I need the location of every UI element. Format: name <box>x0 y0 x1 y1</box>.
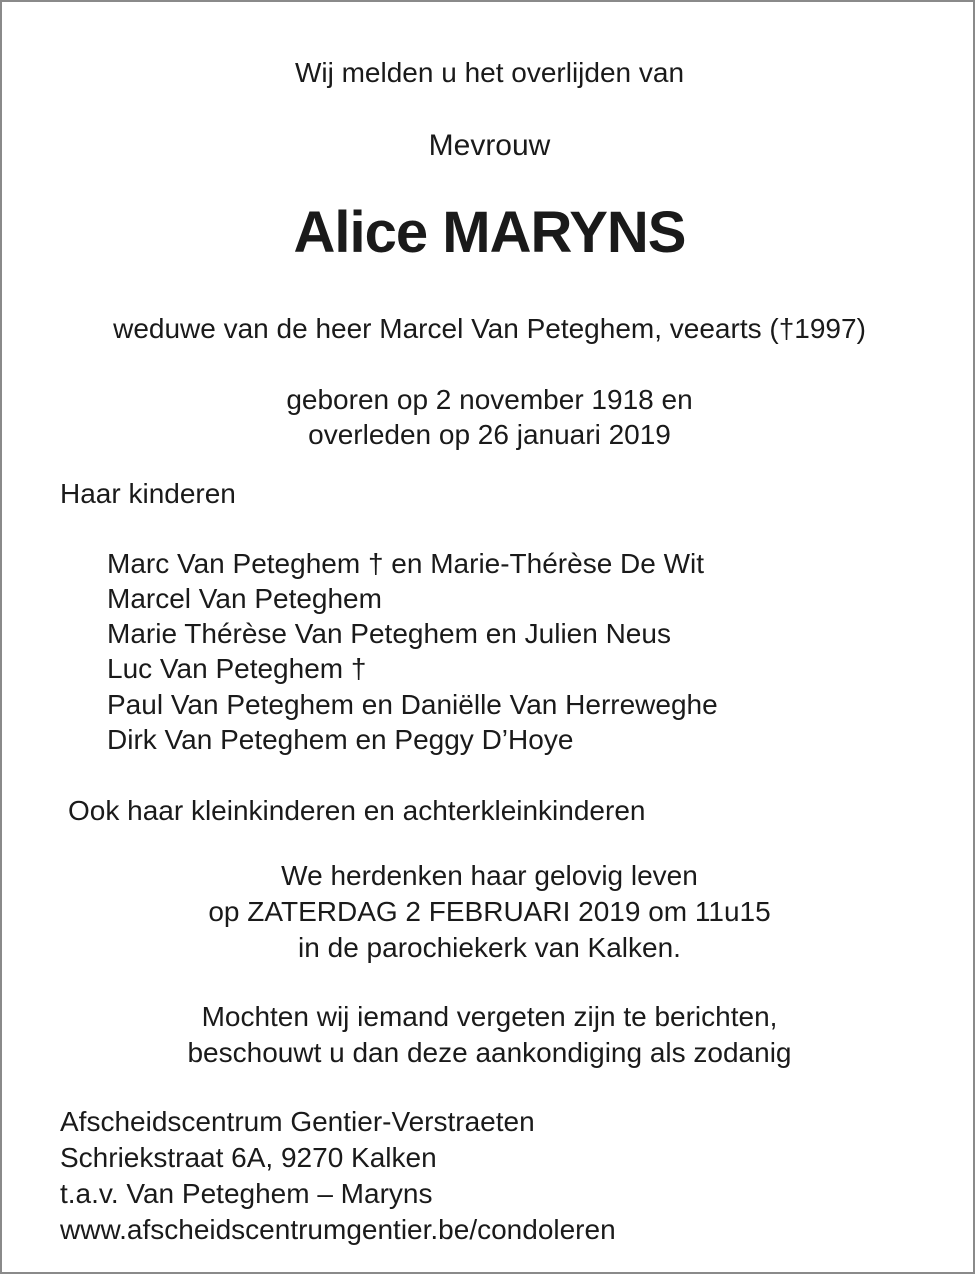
attention-line: t.a.v. Van Peteghem – Maryns <box>60 1178 433 1209</box>
spouse-line: weduwe van de heer Marcel Van Peteghem, veearts (†1997) <box>113 313 866 344</box>
funeral-home-name: Afscheidscentrum Gentier-Verstraeten <box>60 1106 535 1137</box>
intro-line: Wij melden u het overlijden van <box>294 57 685 88</box>
condolence-website: www.afscheidscentrumgentier.be/condoleren <box>60 1214 616 1245</box>
honorific: Mevrouw <box>428 129 551 162</box>
funeral-home-address: Schriekstraat 6A, 9270 Kalken <box>60 1142 437 1173</box>
child-item: Marc Van Peteghem † en Marie-Thérèse De Wit <box>107 548 705 579</box>
birth-line: geboren op 2 november 1918 en <box>286 384 693 415</box>
child-item: Marcel Van Peteghem <box>107 583 382 614</box>
service-line-3: in de parochiekerk van Kalken. <box>298 932 681 963</box>
service-line-2: op ZATERDAG 2 FEBRUARI 2019 om 11u15 <box>208 896 771 927</box>
notice-line-2: beschouwt u dan deze aankondiging als zodanig <box>187 1037 792 1068</box>
notice-line-1: Mochten wij iemand vergeten zijn te berichten, <box>201 1001 778 1032</box>
child-item: Paul Van Peteghem en Daniëlle Van Herreweghe <box>107 689 718 720</box>
child-item: Dirk Van Peteghem en Peggy D’Hoye <box>107 724 574 755</box>
grandchildren-line: Ook haar kleinkinderen en achterkleinkinderen <box>68 795 646 826</box>
deceased-name: Alice MARYNS <box>293 200 686 265</box>
children-heading: Haar kinderen <box>60 478 236 509</box>
death-line: overleden op 26 januari 2019 <box>308 419 671 450</box>
child-item: Luc Van Peteghem † <box>107 653 367 684</box>
service-line-1: We herdenken haar gelovig leven <box>281 860 698 891</box>
child-item: Marie Thérèse Van Peteghem en Julien Neus <box>107 618 671 649</box>
